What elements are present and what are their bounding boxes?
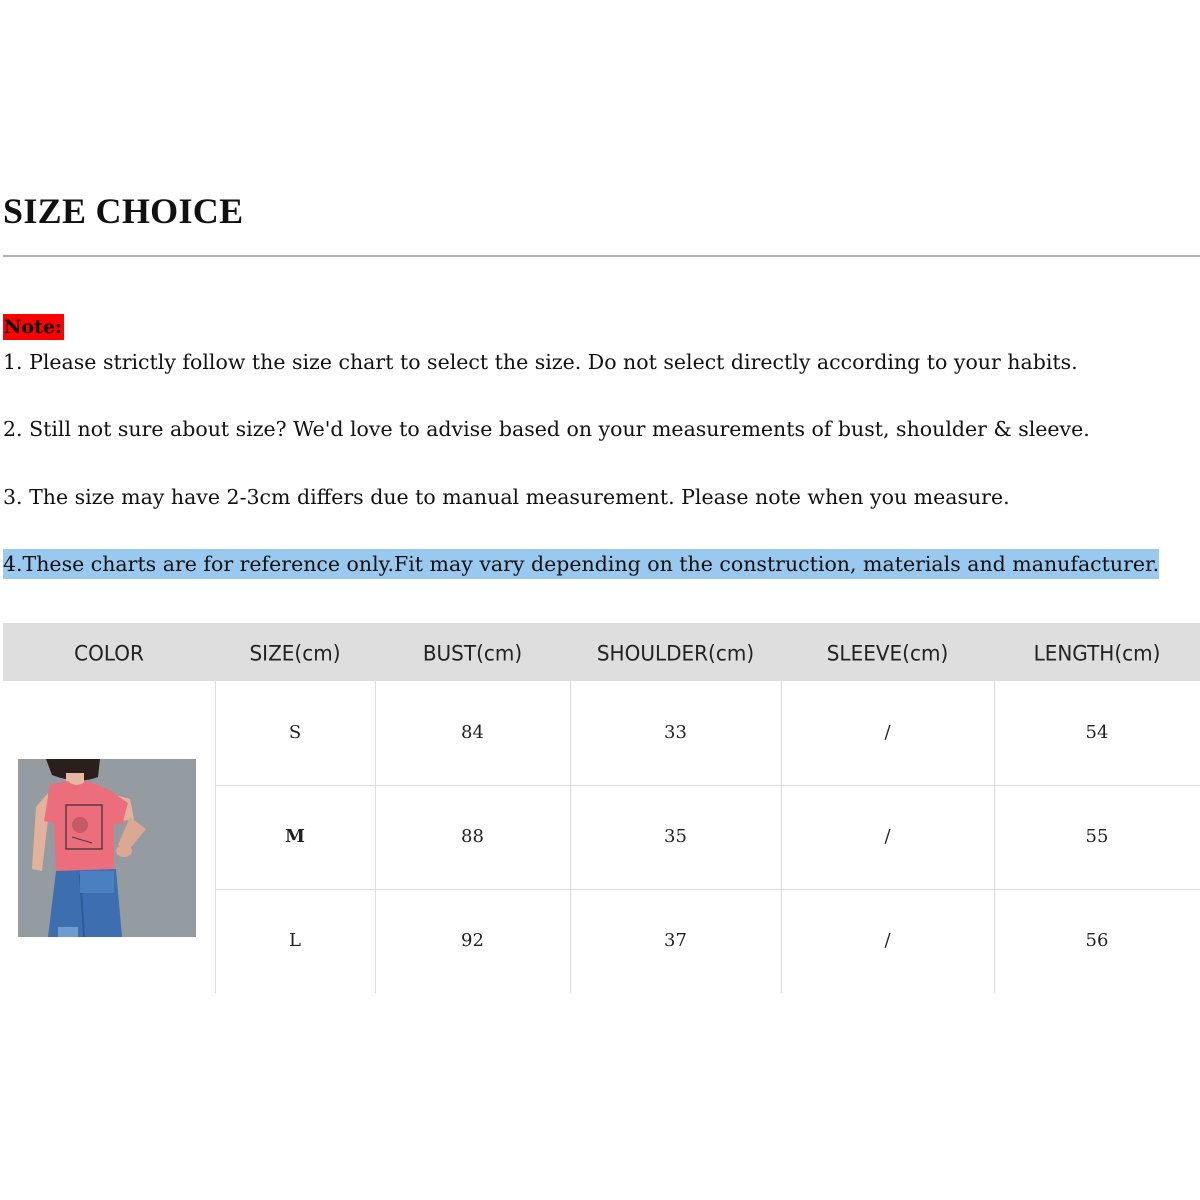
cell-shoulder: 37 bbox=[664, 930, 687, 951]
cell-shoulder: 33 bbox=[664, 722, 687, 743]
cell-sleeve: / bbox=[884, 930, 891, 951]
cell-size: S bbox=[288, 722, 302, 743]
header-sleeve: SLEEVE(cm) bbox=[826, 640, 949, 666]
title-divider bbox=[3, 255, 1200, 257]
cell-bust: 88 bbox=[461, 826, 484, 847]
header-bust: BUST(cm) bbox=[422, 640, 523, 666]
header-size: SIZE(cm) bbox=[249, 640, 341, 666]
page-title: SIZE CHOICE bbox=[3, 191, 244, 231]
note-line-3: 3. The size may have 2-3cm differs due to manual measurement. Please note when you measure. bbox=[3, 485, 1010, 509]
cell-length: 55 bbox=[1085, 826, 1109, 847]
header-length: LENGTH(cm) bbox=[1033, 640, 1161, 666]
cell-size: M bbox=[285, 826, 305, 847]
table-header-row bbox=[3, 623, 1200, 681]
product-photo bbox=[18, 759, 196, 937]
cell-size: L bbox=[289, 930, 301, 951]
cell-shoulder: 35 bbox=[664, 826, 687, 847]
note-label: Note: bbox=[4, 316, 62, 338]
cell-sleeve: / bbox=[884, 826, 891, 847]
note-line-2: 2. Still not sure about size? We'd love to advise based on your measurements of bust, shoulder & sleeve. bbox=[3, 417, 1090, 441]
cell-bust: 92 bbox=[461, 930, 484, 951]
pink-tshirt-photo bbox=[18, 759, 196, 937]
note-line-4: 4.These charts are for reference only.Fit may vary depending on the construction, materials and manufacturer. bbox=[3, 549, 1159, 579]
cell-bust: 84 bbox=[461, 722, 484, 743]
note-line-1: 1. Please strictly follow the size chart to select the size. Do not select directly according to your habits. bbox=[3, 350, 1078, 374]
header-color: COLOR bbox=[74, 640, 144, 666]
cell-length: 56 bbox=[1085, 930, 1109, 951]
cell-length: 54 bbox=[1085, 722, 1109, 743]
cell-sleeve: / bbox=[884, 722, 891, 743]
header-shoulder: SHOULDER(cm) bbox=[596, 640, 755, 666]
